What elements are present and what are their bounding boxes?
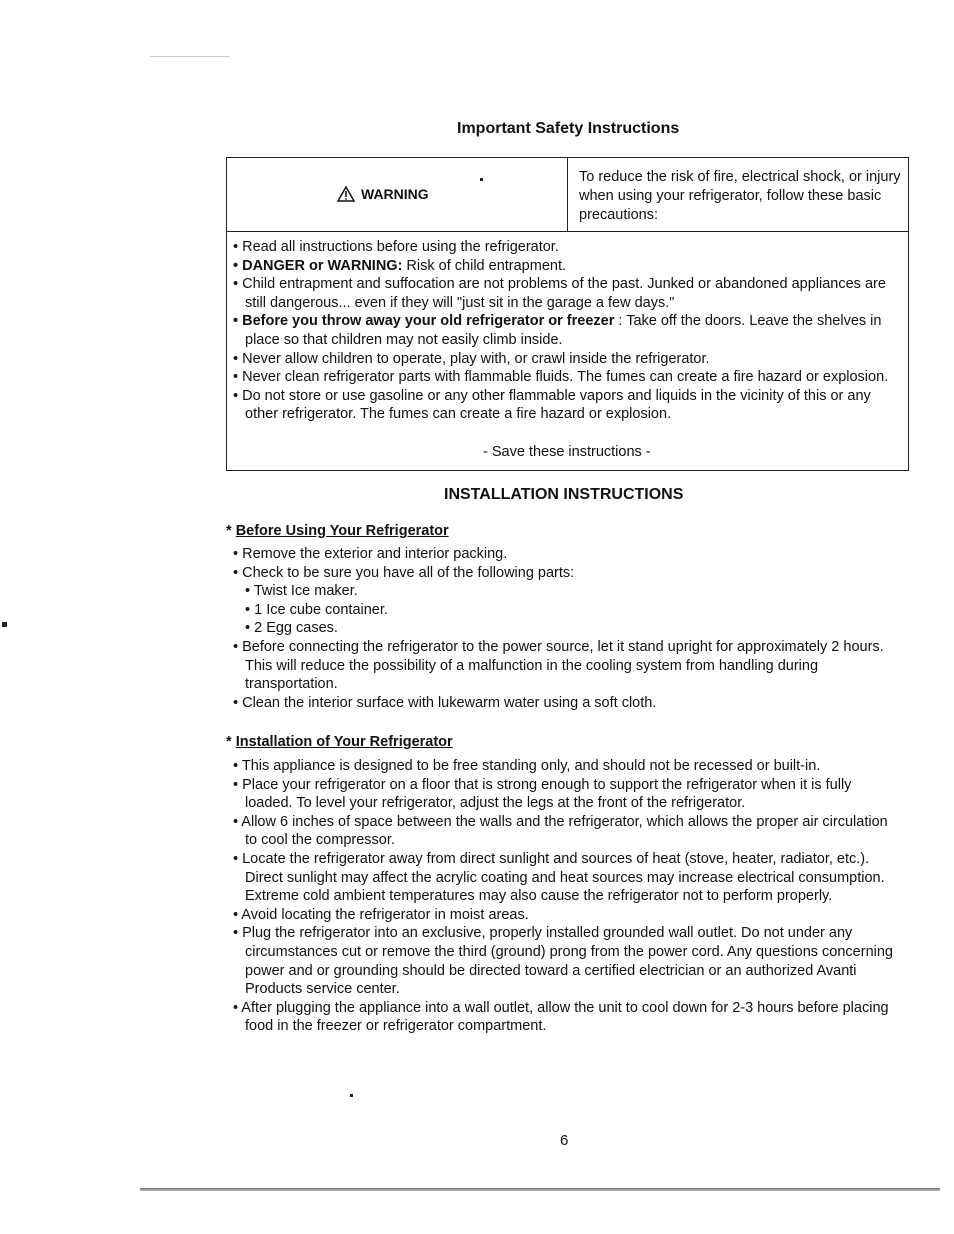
warning-triangle-icon <box>337 186 355 202</box>
list-item: • This appliance is designed to be free standing only, and should not be recessed or built-in. <box>233 758 821 774</box>
scan-speck <box>2 622 7 627</box>
list-item: • Never allow children to operate, play with, or crawl inside the refrigerator. <box>233 350 710 367</box>
page-number: 6 <box>560 1132 569 1149</box>
list-item: • Clean the interior surface with lukewarm water using a soft cloth. <box>233 694 657 711</box>
list-item: • DANGER or WARNING: Risk of child entrapment. <box>233 257 567 274</box>
parts-item: • 1 Ice cube container. <box>245 601 388 618</box>
asterisk-marker: * <box>226 523 232 539</box>
page-title: Important Safety Instructions <box>457 120 680 137</box>
save-instructions-note: - Save these instructions - <box>483 444 651 460</box>
before-using-list <box>233 545 898 712</box>
scan-speck <box>480 178 483 181</box>
list-item: • Avoid locating the refrigerator in moist areas. <box>233 906 529 923</box>
parts-item: • 2 Egg cases. <box>245 620 338 637</box>
header-divider <box>567 158 568 232</box>
scan-speck <box>150 56 230 57</box>
warning-intro: To reduce the risk of fire, electrical shock, or injury when using your refrigerator, follow these basic precautions: <box>579 169 901 223</box>
list-item: • Remove the exterior and interior packing. <box>233 546 508 562</box>
list-item: • Do not store or use gasoline or any other flammable vapors and liquids in the vicinity of this or any other refrigerator. The fumes can create a fire hazard or explosion. <box>233 387 871 423</box>
warning-list <box>233 238 901 424</box>
list-item: • Read all instructions before using the refrigerator. <box>233 239 559 255</box>
scan-speck <box>350 1094 353 1097</box>
installation-list <box>233 757 903 1036</box>
installation-of-heading <box>226 734 453 750</box>
warning-label-group <box>337 186 429 202</box>
before-using-title: Before Using Your Refrigerator <box>235 523 449 539</box>
list-item: • Child entrapment and suffocation are not problems of the past. Junked or abandoned appliances are still dangerous... even if they will "just sit in the garage a few days." <box>233 276 886 311</box>
list-item: • Check to be sure you have all of the following parts: <box>233 564 575 581</box>
installation-of-title: Installation of Your Refrigerator <box>235 734 453 750</box>
list-item: • Before you throw away your old refrigerator or freezer : Take off the doors. Leave the shelves in place so that children may not easily climb inside. <box>233 313 882 348</box>
list-item: • Before connecting the refrigerator to the power source, let it stand upright for approximately 2 hours. This will reduce the possibility of a malfunction in the cooling system from handling during transportation. <box>233 638 884 693</box>
list-item: • Allow 6 inches of space between the walls and the refrigerator, which allows the proper air circulation to cool the compressor. <box>233 813 888 849</box>
list-item: • Never clean refrigerator parts with flammable fluids. The fumes can create a fire hazard or explosion. <box>233 369 889 386</box>
warning-box <box>226 157 909 471</box>
scan-edge-line <box>140 1188 940 1191</box>
warning-label: WARNING <box>361 186 429 202</box>
parts-item: • Twist Ice maker. <box>245 583 358 600</box>
asterisk-marker: * <box>226 734 232 750</box>
installation-heading: INSTALLATION INSTRUCTIONS <box>444 486 684 503</box>
list-item: • After plugging the appliance into a wall outlet, allow the unit to cool down for 2-3 hours before placing food in the freezer or refrigerator compartment. <box>233 999 889 1035</box>
warning-header <box>227 158 908 232</box>
list-item: • Locate the refrigerator away from direct sunlight and sources of heat (stove, heater, radiator, etc.). Direct sunlight may affect the acrylic coating and heat sources may increase electrical consumption. Extreme cold ambient temperatures may also cause the refrigerator not to perform properly. <box>233 850 885 905</box>
list-item: • Place your refrigerator on a floor that is strong enough to support the refrigerator when it is fully loaded. To level your refrigerator, adjust the legs at the front of the refrigerator. <box>233 776 852 812</box>
list-item: • Plug the refrigerator into an exclusive, properly installed grounded wall outlet. Do not under any circumstances cut or remove the third (ground) prong from the power cord. Any questions concerning power and or grounding should be directed toward a certified electrician or an authorized Avanti Products service center. <box>233 925 893 998</box>
before-using-heading <box>226 523 449 539</box>
